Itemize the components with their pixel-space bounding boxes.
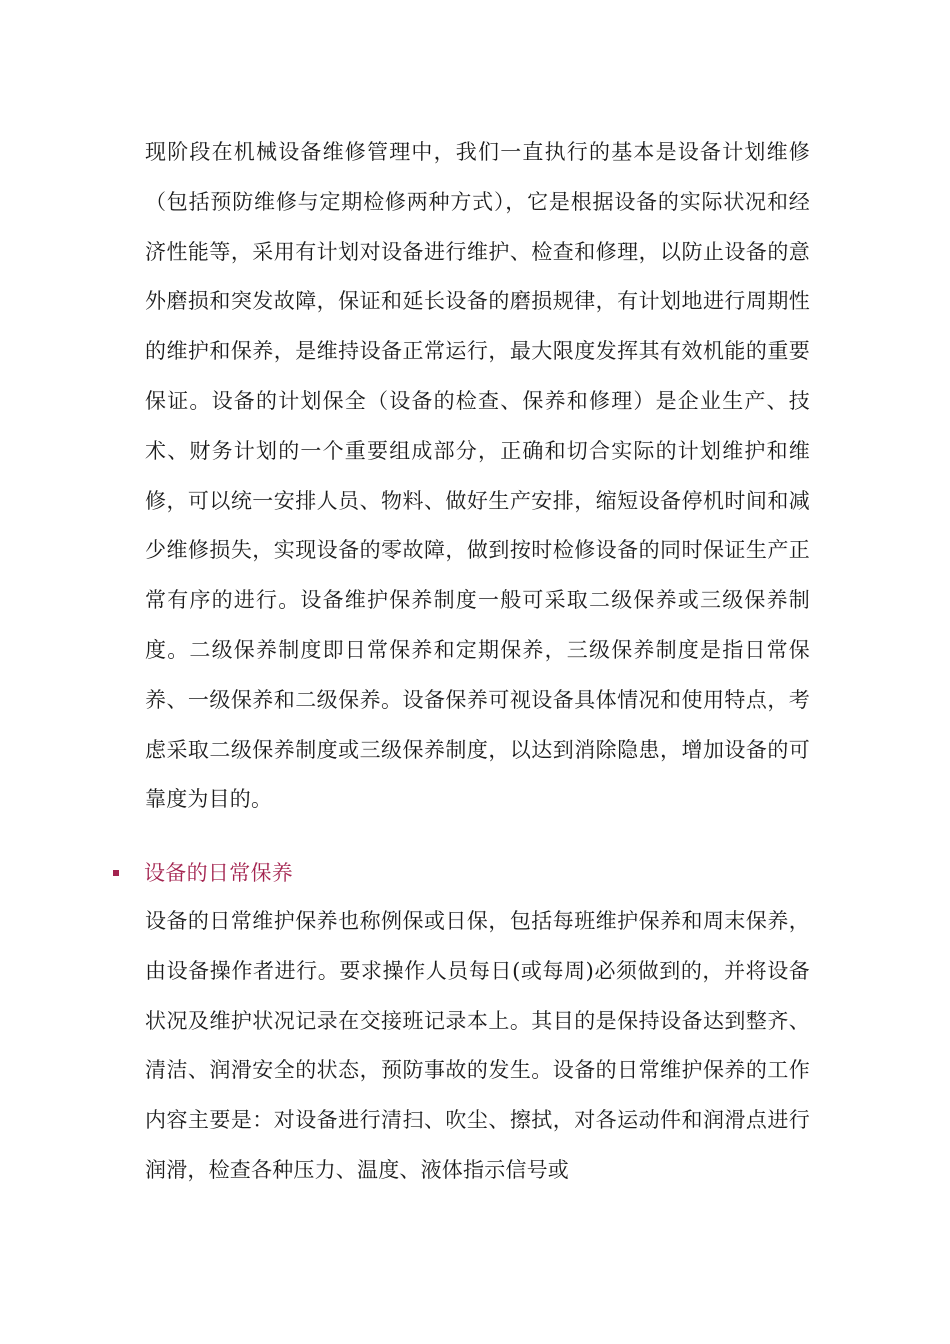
body-paragraph-maintenance-overview: 现阶段在机械设备维修管理中，我们一直执行的基本是设备计划维修（包括预防维修与定期检修两种方式），它是根据设备的实际状况和经济性能等，采用有计划对设备进行维护、检查和修理，以防止设备的意外磨损和突发故障，保证和延长设备的磨损规律，有计划地进行周期性的维护和保养，是维持设备正常运行，最大限度发挥其有效机能的重要保证。设备的计划保全（设备的检查、保养和修理）是企业生产、技术、财务计划的一个重要组成部分，正确和切合实际的计划维护和维修，可以统一安排人员、物料、做好生产安排，缩短设备停机时间和减少维修损失，实现设备的零故障，做到按时检修设备的同时保证生产正常有序的进行。设备维护保养制度一般可采取二级保养或三级保养制度。二级保养制度即日常保养和定期保养，三级保养制度是指日常保养、一级保养和二级保养。设备保养可视设备具体情况和使用特点，考虑采取二级保养制度或三级保养制度，以达到消除隐患，增加设备的可靠度为目的。 — [145, 140, 810, 812]
section-heading — [113, 852, 293, 892]
section-heading-text: 设备的日常保养 — [144, 861, 294, 885]
square-bullet-icon — [113, 870, 119, 876]
body-paragraph-daily-maintenance: 设备的日常维护保养也称例保或日保，包括每班维护保养和周末保养，由设备操作者进行。要求操作人员每日(或每周)必须做到的，并将设备状况及维护状况记录在交接班记录本上。其目的是保持设备达到整齐、清洁、润滑安全的状态，预防事故的发生。设备的日常维护保养的工作内容主要是：对设备进行清扫、吹尘、擦拭，对各运动件和润滑点进行润滑，检查各种压力、温度、液体指示信号或 — [145, 909, 810, 1182]
